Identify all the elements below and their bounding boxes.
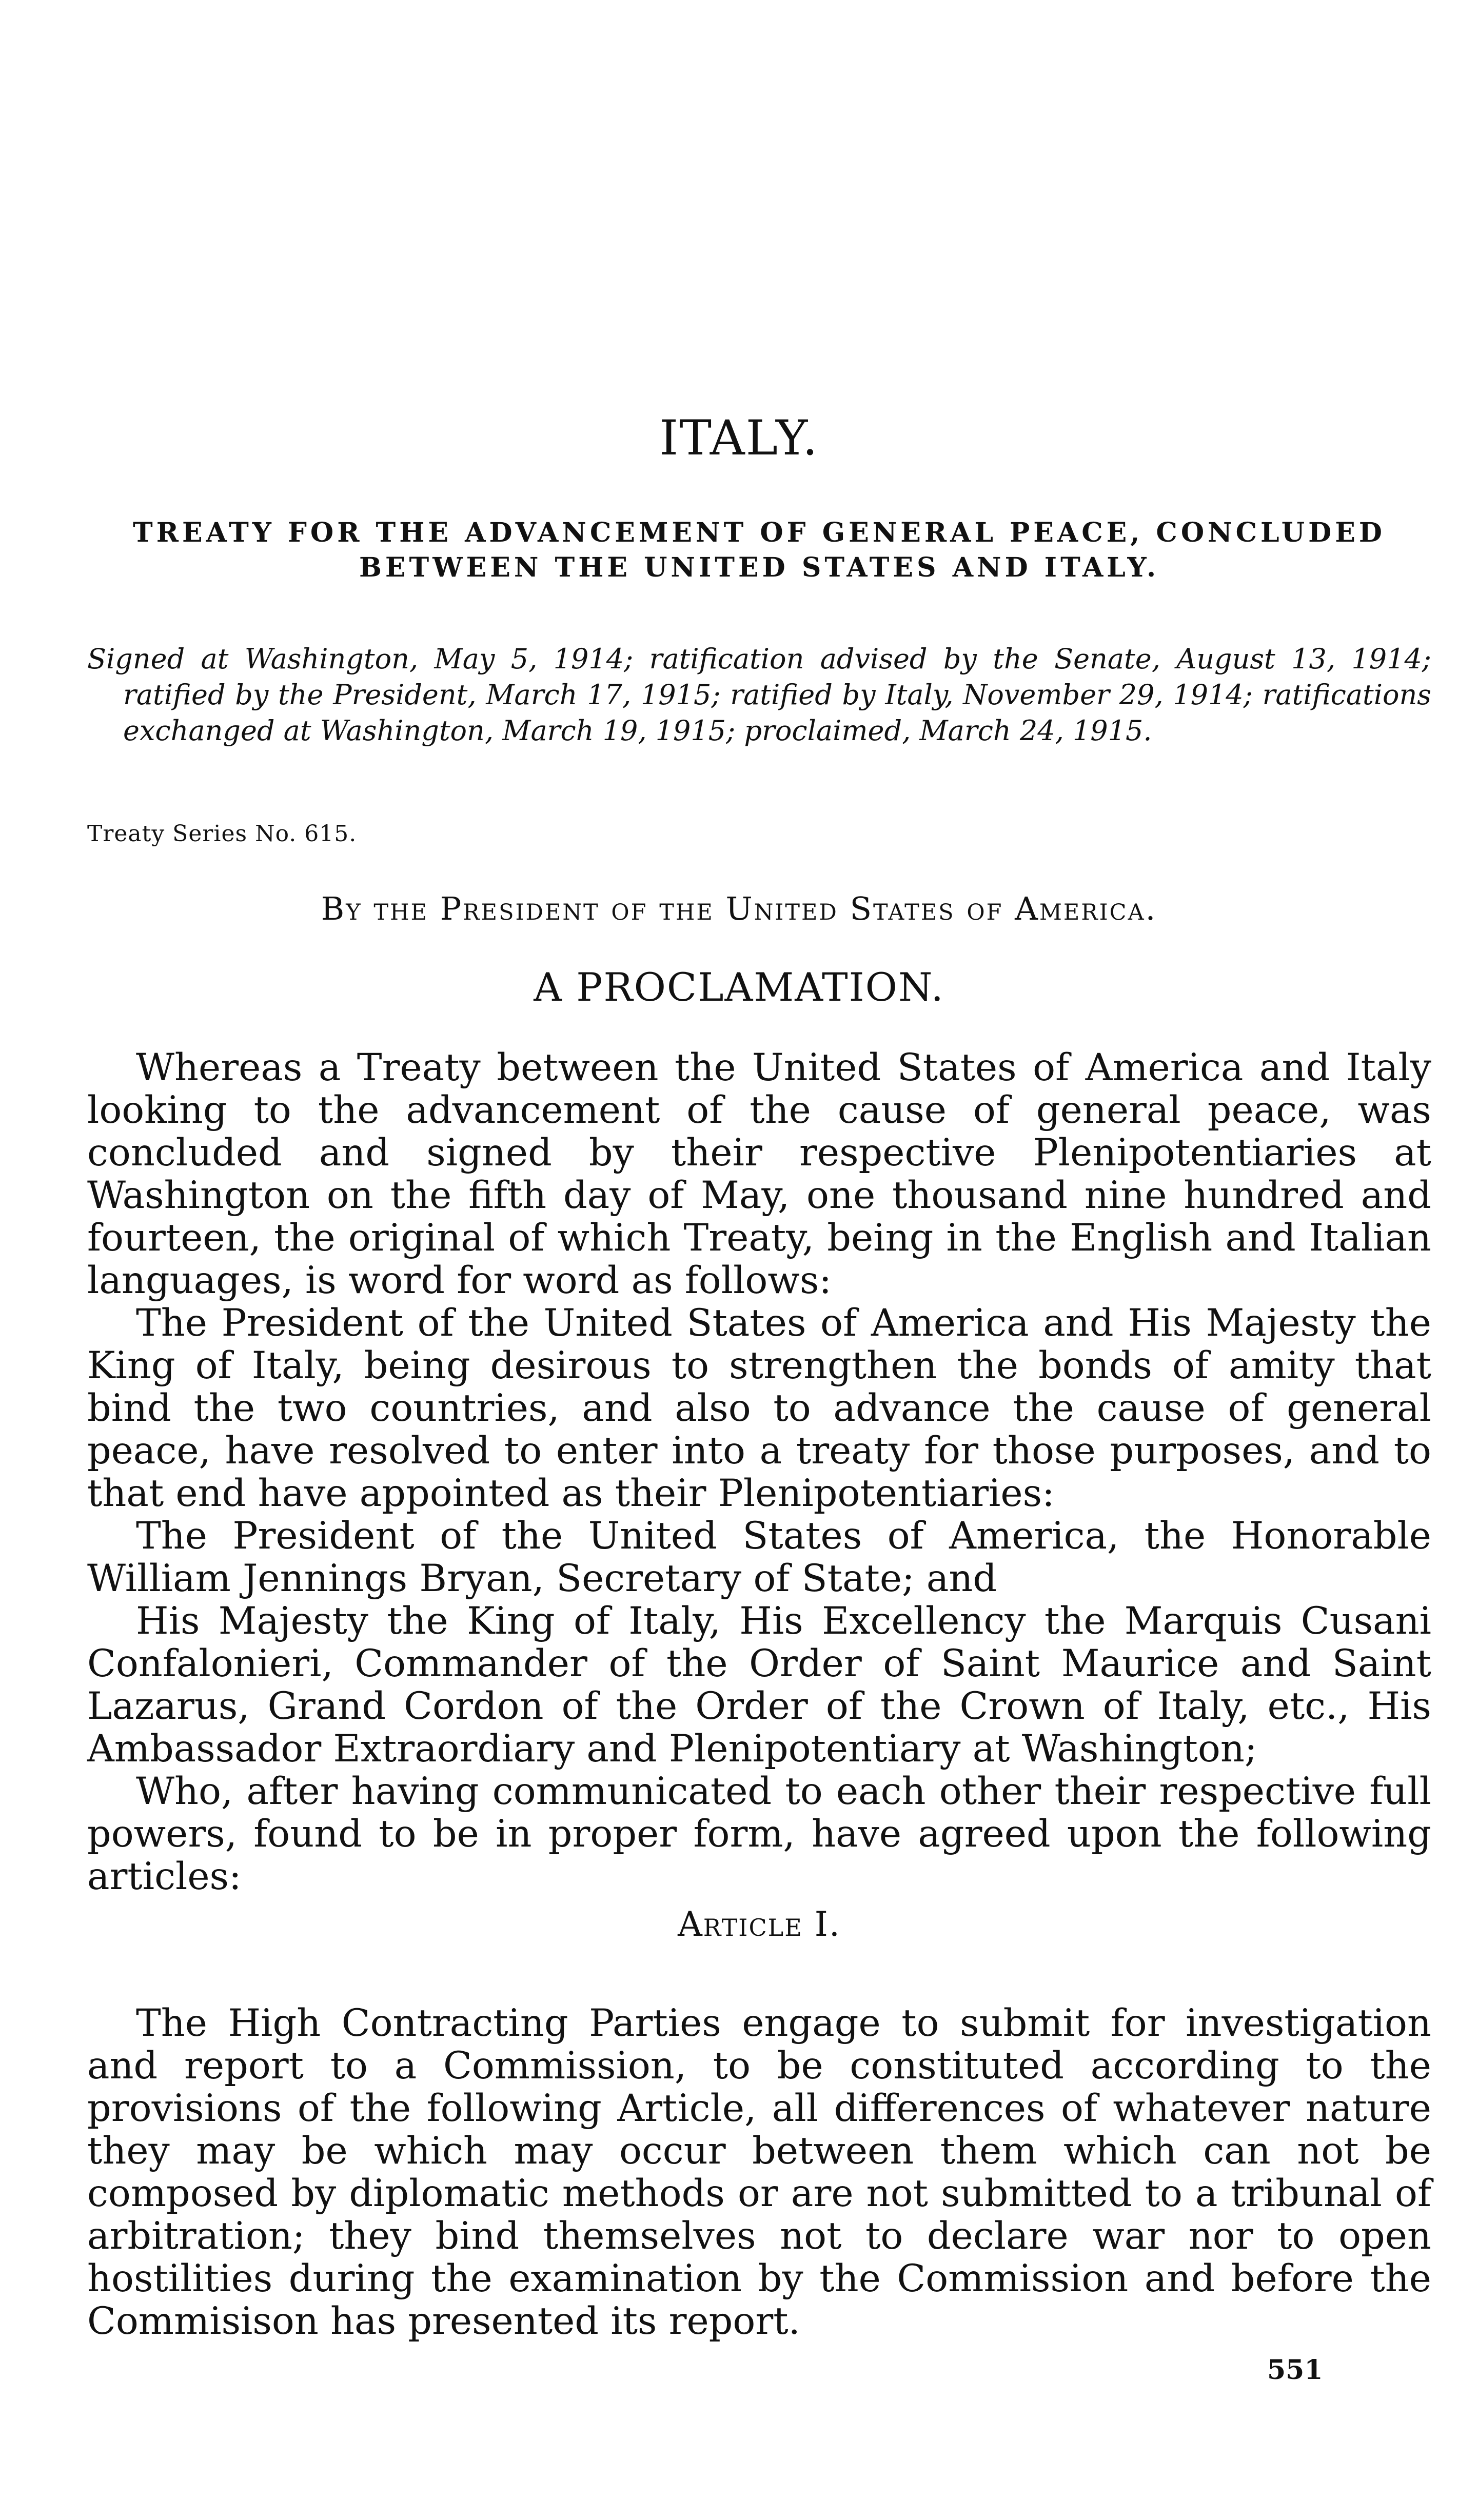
page-title: ITALY.	[659, 410, 819, 466]
treaty-series-number: Treaty Series No. 615.	[87, 821, 357, 847]
page-number: 551	[1267, 2354, 1323, 2386]
paragraph-italy-plenipotentiary: His Majesty the King of Italy, His Excellency the Marquis Cusani Confalonieri, Commander of the Order of Saint Maurice and Saint Lazarus, Grand Cordon of the Order of the Crown of Italy, etc., His Ambassador Extraordiary and Plenipotentiary at Washington;	[87, 1599, 1431, 1771]
treaty-subtitle: TREATY FOR THE ADVANCEMENT OF GENERAL PEACE, CONCLUDED BETWEEN THE UNITED STATES AND ITALY.	[133, 517, 1386, 583]
signed-note: Signed at Washington, May 5, 1914; ratification advised by the Senate, August 13, 1914; ratified by the President, March 17, 1915; ratified by Italy, November 29, 1914; ratifications exchanged at Washington, March 19, 1915; proclaimed, March 24, 1915.	[87, 643, 1431, 747]
article-heading: Article I.	[678, 1904, 841, 1944]
treaty-body	[87, 1046, 1431, 2343]
president-byline: By the President of the United States of America.	[321, 890, 1157, 927]
paragraph-full-powers: Who, after having communicated to each other their respective full powers, found to be in proper form, have agreed upon the following articles:	[87, 1770, 1431, 1898]
paragraph-whereas: Whereas a Treaty between the United States of America and Italy looking to the advancement of the cause of general peace, was concluded and signed by their respective Plenipotentiaries at Washington on the fifth day of May, one thousand nine hundred and fourteen, the original of which Treaty, being in the English and Italian languages, is word for word as follows:	[87, 1046, 1431, 1302]
proclamation-heading: A PROCLAMATION.	[534, 964, 944, 1010]
article-text: The High Contracting Parties engage to submit for investigation and report to a Commission, to be constituted according to the provisions of the following Article, all differences of whatever nature they may be which may occur between them which can not be composed by diplomatic methods or are not submitted to a tribunal of arbitration; they bind themselves not to declare war nor to open hostilities during the examination by the Commission and before the Commisison has presented its report.	[87, 2001, 1431, 2343]
paragraph-parties: The President of the United States of America and His Majesty the King of Italy, being desirous to strengthen the bonds of amity that bind the two countries, and also to advance the cause of general peace, have resolved to enter into a treaty for those purposes, and to that end have appointed as their Plenipotentiaries:	[87, 1301, 1431, 1515]
paragraph-us-plenipotentiary: The President of the United States of America, the Honorable William Jennings Bryan, Secretary of State; and	[87, 1514, 1431, 1600]
